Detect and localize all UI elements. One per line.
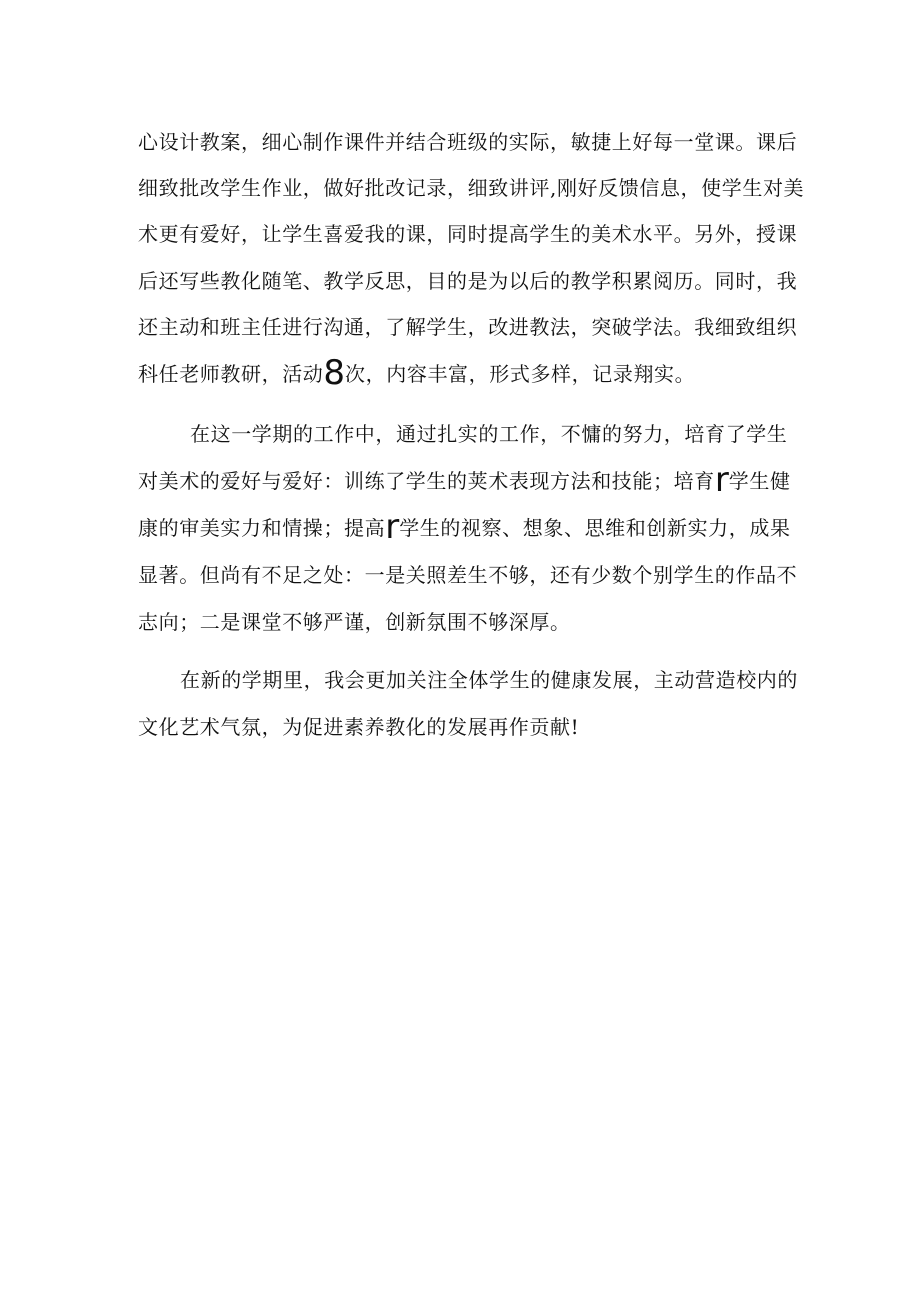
paragraph-1-line-3: 术更有爱好，让学生喜爱我的课，同时提高学生的美术水平。另外，授课 [138,222,798,246]
line-2-text-suffix: 学生健 [728,469,791,493]
paragraph-2-line-4: 显著。但尚有不足之处：一是关照差生不够，还有少数个别学生的作品不 [138,563,798,587]
paragraph-2-line-3 [138,507,791,547]
paragraph-2-line-2 [138,460,791,500]
line-3-text-suffix: 学生的视察、想象、思维和创新实力，成果 [399,516,791,540]
activity-count: 8 [323,353,346,393]
paragraph-2-line-1: 在这一学期的工作中，通过扎实的工作，不慵的努力，培育了学生 [190,422,788,446]
paragraph-3-line-2: 文化艺术气氛，为促进素养教化的发展再作贡献! [138,715,580,739]
paragraph-1-line-6 [138,353,788,393]
paragraph-1-line-2: 细致批改学生作业，做好批改记录，细致讲评,刚好反馈信息，使学生对美 [138,176,805,200]
line-6-text-prefix: 科任老师教研，活动 [138,362,324,386]
line-6-text-suffix: 次，内容丰富，形式多样，记录翔实。 [345,362,696,386]
paragraph-1-line-1: 心设计教案，细心制作课件并结合班级的实际，敏捷上好每一堂课。课后 [138,130,798,154]
paragraph-3-line-1: 在新的学期里，我会更加关注全体学生的健康发展，主动营造校内的 [180,668,798,692]
paragraph-2-line-5: 志向；二是课堂不够严谨，创新氛围不够深厚。 [138,610,571,634]
paragraph-1-line-5: 还主动和班主任进行沟通，了解学生，改进教法，突破学法。我细致组织 [138,315,798,339]
line-3-text-prefix: 康的审美实力和情操；提高 [138,516,386,540]
paragraph-1-line-4: 后还写些教化随笔、教学反思，目的是为以后的教学积累阅历。同时，我 [138,269,798,293]
line-2-text-prefix: 对美术的爱好与爱好：训练了学生的荚术表现方法和技能；培育 [138,469,715,493]
stray-glyph: r [385,507,400,547]
stray-glyph: r [714,460,729,500]
